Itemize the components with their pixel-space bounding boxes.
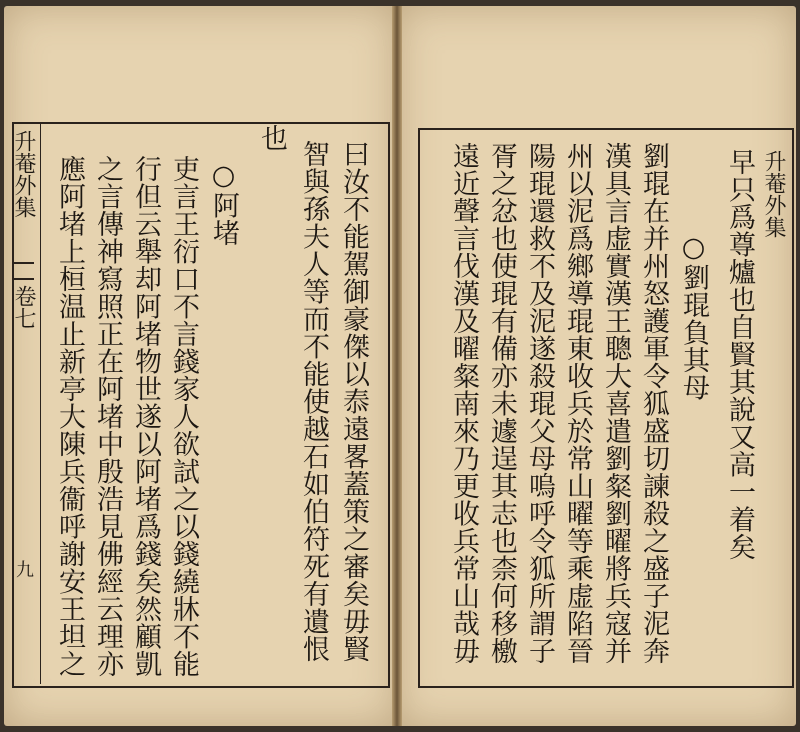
right-column-9: 遠近聲言伐漢及曜粲南來乃更收兵常山哉毋 — [448, 142, 479, 665]
right-column-4: 劉琨在并州怒護軍令狐盛切諫殺之盛子泥奔 — [638, 142, 669, 665]
right-column-6: 州以泥爲鄉導琨東收兵於常山曜等乘虚陷晉 — [562, 142, 593, 665]
book-title-margin: 升菴外集 — [11, 130, 36, 218]
left-column-5: 吏言王衍口不言錢家人欲試之以錢繞牀不能 — [168, 155, 199, 678]
right-section-heading: ○劉琨負其母 — [678, 232, 709, 401]
page-number: 九 — [13, 560, 34, 578]
left-column-3: 也 — [256, 124, 287, 152]
fishtail-mark — [12, 262, 34, 280]
book-gutter — [392, 6, 402, 726]
right-column-5: 漢具言虚實漢王聰大喜遣劉粲劉曜將兵寇并 — [600, 142, 631, 665]
right-column-8: 胥之忿也使琨有備亦未遽逞其志也柰何移檄 — [486, 142, 517, 665]
right-column-1: 早只爲尊爐也自賢其說又高一着矣 — [724, 148, 755, 561]
left-section-heading: ○阿堵 — [208, 160, 239, 247]
left-column-1: 曰汝不能駕御豪傑以㤗遠畧蓋策之審矣毋賢 — [338, 140, 369, 663]
left-column-2: 智與孫夫人等而不能使越石如伯符死有遺恨 — [298, 140, 329, 663]
left-column-8: 應阿堵上桓温止新亭大陳兵衞呼謝安王坦之 — [54, 155, 85, 678]
right-page-header: 升菴外集 — [761, 150, 786, 238]
left-column-7: 之言傳神寫照正在阿堵中殷浩見佛經云理亦 — [92, 155, 123, 678]
volume-label: 卷七 — [11, 285, 36, 329]
left-column-6: 行但云舉却阿堵物世遂以阿堵爲錢矣然顧凱 — [130, 155, 161, 678]
right-column-7: 陽琨還救不及泥遂殺琨父母嗚呼令狐所謂子 — [524, 142, 555, 665]
